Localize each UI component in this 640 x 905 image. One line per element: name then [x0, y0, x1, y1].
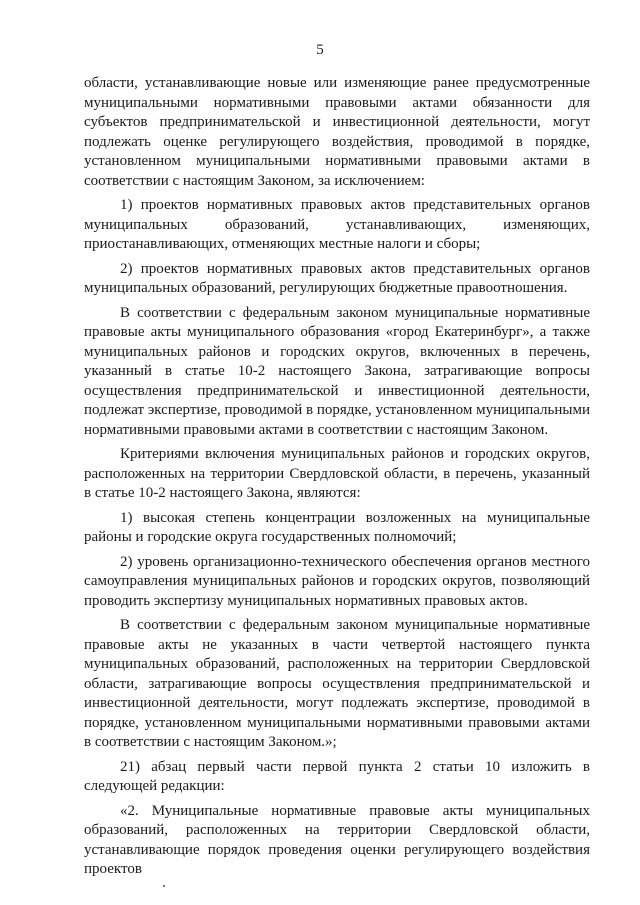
document-body — [84, 74, 590, 885]
scan-speck — [163, 885, 165, 887]
paragraph-new-text-item-2: «2. Муниципальные нормативные правовые акты муниципальных образований, расположенных на территории Свердловской области, устанавливающие порядок проведения оценки регулирующего воздействия проектов — [84, 802, 590, 877]
paragraph-expertise-ekaterinburg: В соответствии с федеральным законом муниципальные нормативные правовые акты муниципального образования «город Екатеринбург», а также муниципальных районов и городских округов, включенных в перечень, указанный в статье 10-2 настоящего Закона, затрагивающие вопросы осуществления предпринимательской и инвестиционной деятельности, подлежат экспертизе, проводимой в порядке, установленном муниципальными нормативными правовыми актами в соответствии с настоящим Законом. — [84, 304, 590, 438]
paragraph-amendment-21: 21) абзац первый части первой пункта 2 статьи 10 изложить в следующей редакции: — [84, 758, 590, 794]
paragraph-criterion-1: 1) высокая степень концентрации возложенных на муниципальные районы и городские округа государственных полномочий; — [84, 509, 590, 545]
paragraph-exception-2: 2) проектов нормативных правовых актов представительных органов муниципальных образований, регулирующих бюджетные правоотношения. — [84, 260, 590, 296]
paragraph-criterion-2: 2) уровень организационно-технического обеспечения органов местного самоуправления муниципальных районов и городских округов, позволяющий проводить экспертизу муниципальных нормативных правовых актов. — [84, 553, 590, 609]
paragraph-other-municipalities: В соответствии с федеральным законом муниципальные нормативные правовые акты не указанных в части четвертой настоящего пункта муниципальных образований, расположенных на территории Свердловской области, затрагивающие вопросы осуществления предпринимательской и инвестиционной деятельности, могут подлежать экспертизе, проводимой в порядке, установленном муниципальными нормативными правовыми актами в соответствии с настоящим Законом.»; — [84, 617, 590, 750]
paragraph-continuation: области, устанавливающие новые или изменяющие ранее предусмотренные муниципальными нормативными правовыми актами обязанности для субъектов предпринимательской и инвестиционной деятельности, могут подлежать оценке регулирующего воздействия, проводимой в порядке, установленном муниципальными нормативными правовыми актами в соответствии с настоящим Законом, за исключением: — [84, 75, 590, 189]
page-number: 5 — [316, 42, 324, 58]
paragraph-criteria: Критериями включения муниципальных районов и городских округов, расположенных на территории Свердловской области, в перечень, указанный в статье 10-2 настоящего Закона, являются: — [84, 446, 590, 501]
paragraph-exception-1: 1) проектов нормативных правовых актов представительных органов муниципальных образований, устанавливающих, изменяющих, приостанавливающих, отменяющих местные налоги и сборы; — [84, 197, 590, 252]
